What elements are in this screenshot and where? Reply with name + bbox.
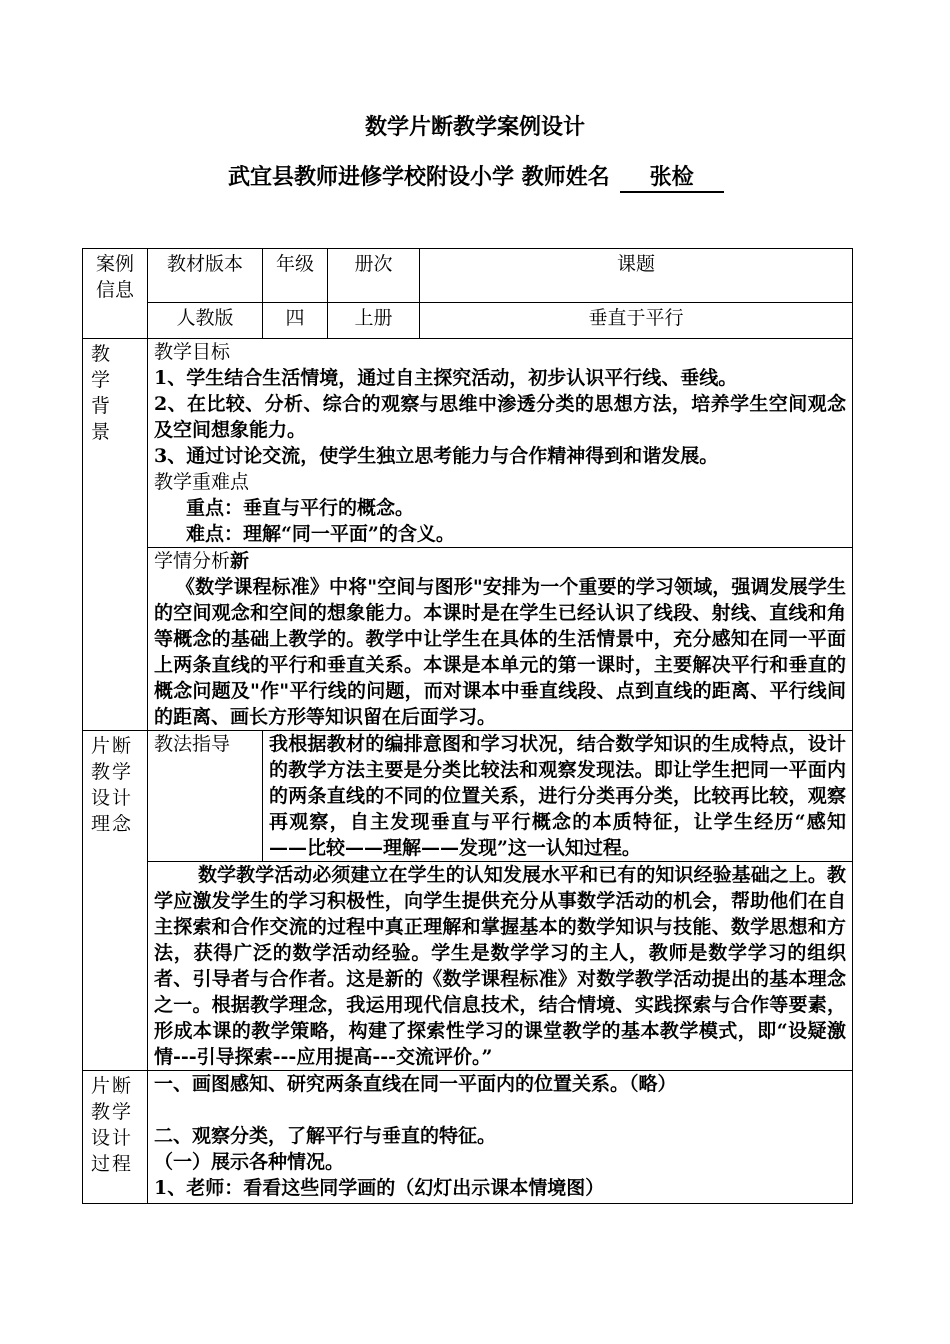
analysis-text: 《数学课程标准》中将"空间与图形"安排为一个重要的学习领域，强调发展学生的空间观念和空间的想象能力。本课时是在学生已经认识了线段、射线、直线和角等概念的基础上教学的。教学中让学生在具体的生活情景中，充分感知在同一平面上两条直线的平行和垂直关系。本课是本单元的第一课时，主要解决平行和垂直的概念问题及"作"平行线的问题，而对课本中垂直线段、点到直线的距离、平行线间的距离、画长方形等知识留在后面学习。 — [154, 576, 846, 728]
concept-text: 数学教学活动必须建立在学生的认知发展水平和已有的知识经验基础之上。教学应激发学生的学习积极性，向学生提供充分从事数学活动的机会，帮助他们在自主探索和合作交流的过程中真正理解和掌握基本的数学知识与技能、数学思想和方法，获得广泛的数学活动经验。学生是数学学习的主人，教师是数学学习的组织者、引导者与合作者。这是新的《数学课程标准》对数学教学活动提出的基本理念之一。根据教学理念，我运用现代信息技术，结合情境、实践探索与合作等要素，形成本课的教学策略，构建了探索性学习的课堂教学的基本教学模式，即“设疑激情---引导探索---应用提高---交流评价。” — [154, 864, 846, 1068]
goal-2: 2、在比较、分析、综合的观察与思维中渗透分类的思想方法，培养学生空间观念及空间想象能力。 — [154, 393, 846, 441]
col-grade: 年级 — [263, 249, 328, 303]
process-step-2a: （一）展示各种情况。 — [154, 1151, 345, 1173]
key-title: 教学重难点 — [154, 471, 250, 493]
process-label: 片断教学设计过程 — [83, 1071, 148, 1204]
concept-cell — [148, 862, 853, 1071]
philosophy-label: 片断教学设计理念 — [83, 731, 148, 1071]
topic-value: 垂直于平行 — [420, 303, 853, 339]
key-point: 重点：垂直与平行的概念。 — [186, 497, 415, 519]
case-info-label: 案例信息 — [83, 249, 148, 339]
method-title: 教法指导 — [148, 731, 263, 862]
goals-cell — [148, 339, 853, 548]
process-cell — [148, 1071, 853, 1204]
difficulty-point: 难点：理解“同一平面”的含义。 — [186, 523, 455, 545]
school-teacher-line — [228, 160, 724, 193]
goals-title: 教学目标 — [154, 341, 231, 363]
goal-1: 1、学生结合生活情境，通过自主探究活动，初步认识平行线、垂线。 — [154, 367, 738, 389]
goal-3: 3、通过讨论交流，使学生独立思考能力与合作精神得到和谐发展。 — [154, 445, 719, 467]
teacher-name: 张检 — [620, 160, 724, 193]
document-title: 数学片断教学案例设计 — [364, 114, 585, 140]
col-textbook: 教材版本 — [148, 249, 263, 303]
col-topic: 课题 — [420, 249, 853, 303]
textbook-value: 人教版 — [148, 303, 263, 339]
school-label: 武宜县教师进修学校附设小学 教师姓名 — [228, 164, 610, 190]
process-step-2: 二、观察分类，了解平行与垂直的特征。 — [154, 1125, 497, 1147]
analysis-cell — [148, 548, 853, 731]
case-table — [82, 248, 853, 1204]
background-label: 教学背景 — [83, 339, 148, 731]
process-step-2a1: 1、老师：看看这些同学画的（幻灯出示课本情境图） — [154, 1177, 605, 1199]
grade-value: 四 — [263, 303, 328, 339]
method-text: 我根据教材的编排意图和学习状况，结合数学知识的生成特点，设计的教学方法主要是分类比较法和观察发现法。即让学生把同一平面内的两条直线的不同的位置关系，进行分类再分类，比较再比较，观察再观察，自主发现垂直与平行概念的本质特征，让学生经历“感知——比较——理解——发现”这一认知过程。 — [263, 731, 853, 862]
process-step-1: 一、画图感知、研究两条直线在同一平面内的位置关系。（略） — [154, 1073, 677, 1095]
col-volume: 册次 — [328, 249, 420, 303]
analysis-title: 学情分析新 — [154, 550, 250, 572]
volume-value: 上册 — [328, 303, 420, 339]
